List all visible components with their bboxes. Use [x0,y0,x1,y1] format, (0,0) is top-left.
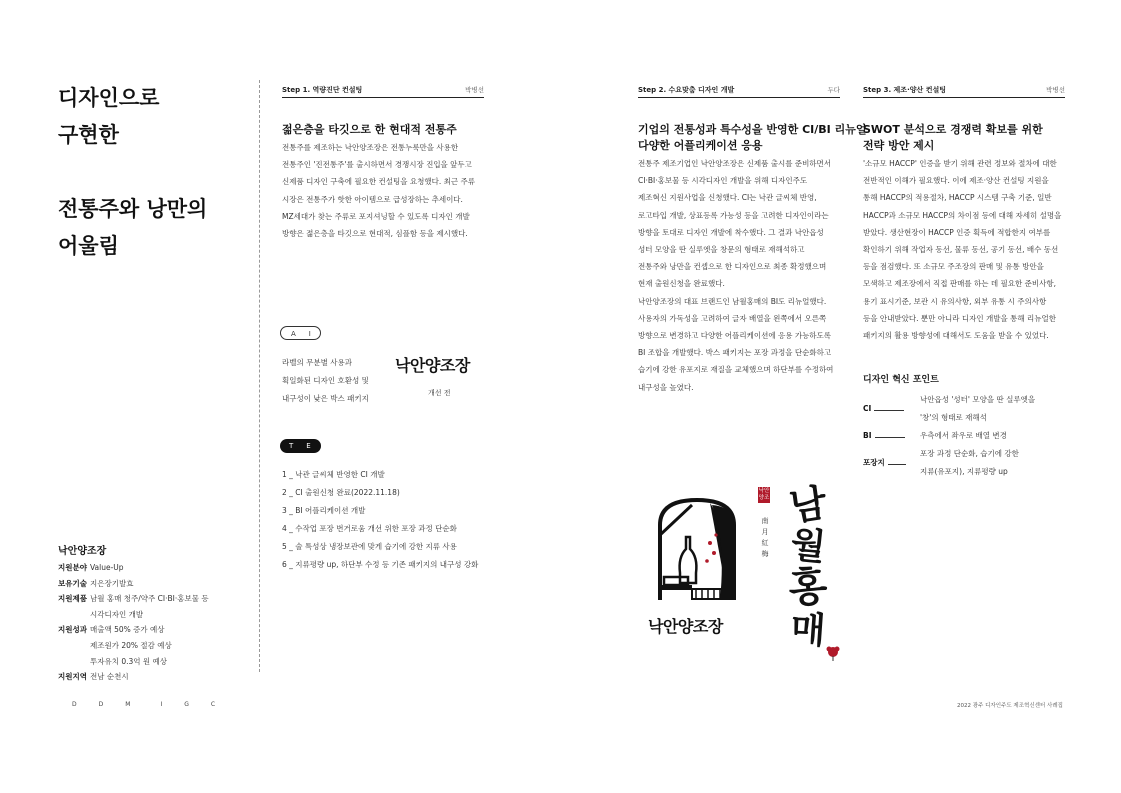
main-title-line: 디자인으로 [58,86,160,110]
footer-letter: I [160,701,163,708]
step2-body-line: 습기에 강한 유포지로 재질을 교체했으며 하단부를 수정하여 [638,365,834,375]
innovation-value [920,445,1019,481]
step3-body-line: HACCP과 소규모 HACCP의 차이점 등에 대해 자세히 설명을 [863,210,1062,220]
brand-small-hanja [760,516,770,560]
step1-body-line: 전통주인 '진전통주'를 출시하면서 경쟁시장 진입을 앞두고 [282,160,472,170]
brand-seal-text: 낙안양조 [758,488,770,501]
step1-body-line: 전통주를 제조하는 낙안양조장은 전통누룩만을 사용한 [282,143,459,152]
info-value: Value-Up [90,563,124,572]
step3-owner: 박병선 [1046,86,1065,94]
te-list-item: 2 _ CI 출원신청 완료(2022.11.18) [282,488,400,497]
innovation-value-line: 지류(유포지), 지류평량 up [920,467,1008,476]
step3-title [863,122,1043,154]
innovation-key: BI [863,427,906,445]
old-logo: 낙안양조장 [395,356,470,375]
ai-pill-a: A [291,330,296,338]
step2-body-line: 전통주와 낭만을 컨셉으로 한 디자인으로 최종 확정했으며 [638,262,827,272]
step2-title-line: 다양한 어플리케이션 응용 [638,139,763,152]
step2-body [638,155,833,396]
step1-body-line: MZ세대가 찾는 주류로 포지셔닝할 수 있도록 디자인 개발 [282,211,470,221]
brand-name-vertical [778,479,838,653]
ai-pill [280,326,321,340]
brand-hanja-char: 南 [761,517,769,525]
ai-pill-i: I [308,330,311,338]
step2-owner: 두다 [827,86,840,94]
info-value-line: 남월 홍매 청주/약주 CI·BI·홍보물 등 [90,594,209,604]
new-ci-window-icon [652,495,742,610]
innovation-row-bi [863,427,1035,445]
brand-hanja-char: 梅 [761,550,769,558]
te-pill-e: E [306,442,311,450]
info-value-line: 제조원가 20% 절감 예상 [90,640,172,650]
step3-title-line: SWOT 분석으로 경쟁력 확보를 위한 [863,123,1043,136]
info-value [90,591,209,622]
innovation-key: 포장지 [863,445,906,481]
step3-body [863,155,1061,344]
brand-hanja-char: 月 [761,528,769,536]
brand-char: 매 [789,607,827,653]
innovation-points [863,391,1035,481]
step1-body-line: 신제품 디자인 구축에 필요한 컨설팅을 요청했다. 최근 주류 [282,177,475,187]
innovation-value-line: 낙안읍성 '성터' 모양을 딴 실루엣을 [920,395,1036,404]
info-value-line: 매출액 50% 증가 예상 [90,625,165,635]
brand-seal [758,487,770,503]
info-key: 지원지역 [58,672,87,682]
innovation-value: 우측에서 좌우로 배열 변경 [920,431,1007,440]
ai-text-line: 내구성이 낮은 박스 패키지 [282,394,369,403]
brand-hanja-char: 紅 [761,539,769,547]
main-title [58,80,258,265]
step3-body-line: '소규모 HACCP' 인증을 받기 위해 관련 정보와 절차에 대한 [863,159,1057,168]
step2-body-line: 현재 출원신청을 완료했다. [638,279,725,289]
innovation-row-ci [863,391,1035,427]
innovation-value-line: '창'의 형태로 재해석 [920,413,987,422]
te-list [282,466,478,574]
step2-body-line: 제조혁신 지원사업을 신청했다. CI는 낙관 글씨체 반영, [638,193,817,203]
step2-body-line: 방향으로 변경하고 다양한 어플리케이션에 응용 가능하도록 [638,331,832,341]
innovation-title: 디자인 혁신 포인트 [863,375,939,385]
company-info-table [58,560,209,685]
step2-body-line: BI 조합을 개발했다. 박스 패키지는 포장 과정을 단순화하고 [638,348,832,358]
info-row [58,622,209,669]
te-list-item: 1 _ 낙관 글씨체 반영한 CI 개발 [282,470,385,479]
step2-body-line: 사용자의 가독성을 고려하여 글자 배열을 왼쪽에서 오른쪽 [638,313,827,323]
step1-body-line: 방향은 젊은층을 타깃으로 현대적, 심플함 등을 제시했다. [282,229,468,239]
info-value-line: 시각디자인 개발 [90,609,144,619]
te-list-item: 3 _ BI 어플리케이션 개발 [282,506,366,515]
main-title-line: 어울림 [58,234,119,258]
footer-letter: D [72,701,77,708]
step3-title-line: 전략 방안 제시 [863,139,935,152]
brand-char: 월 [788,523,828,569]
step1-body-line: 시장은 전통주가 핫한 아이템으로 급성장하는 추세이다. [282,194,463,204]
innovation-key: CI [863,391,906,427]
step2-body-line: 내구성을 높였다. [638,382,694,392]
step2-body-line: 방향을 토대로 디자인 개발에 착수했다. 그 결과 낙안읍성 [638,227,824,237]
step3-header [863,84,1065,98]
info-row [58,669,209,685]
brand-char: 홍 [786,562,830,613]
info-row [58,591,209,622]
info-row [58,576,209,592]
step2-header [638,84,840,98]
step3-body-line: 전반적인 이해가 필요했다. 이에 제조·양산 컨설팅 지원을 [863,176,1049,186]
info-key: 지원성과 [58,625,87,635]
info-key: 보유기술 [58,578,87,588]
main-title-line: 전통주와 낭만의 [58,197,208,221]
old-logo-caption: 개선 전 [428,389,451,397]
innovation-value-line: 포장 과정 단순화, 습기에 강한 [920,449,1019,458]
innovation-row-package [863,445,1035,481]
te-list-item: 6 _ 지류평량 up, 하단부 수정 등 기존 패키지의 내구성 강화 [282,560,479,569]
footer-letter: M [125,701,131,708]
step3-body-line: 통해 HACCP의 적용절차, HACCP 시스템 구축 기준, 일반 [863,193,1052,203]
info-value: 지은장기발효 [90,578,134,588]
info-value [90,622,172,669]
ai-text [282,354,369,408]
footer-letter: C [210,701,216,708]
footer-letters [72,701,237,708]
step3-body-line: 등을 안내받았다. 뿐만 아니라 디자인 개발을 통해 리뉴얼한 [863,313,1056,323]
step1-label: Step 1. 역량진단 컨설팅 [282,86,363,94]
step2-body-line: 전통주 제조기업인 낙안양조장은 신제품 출시를 준비하면서 [638,159,832,168]
step2-body-line: 낙안양조장의 대표 브랜드인 남월홍매의 BI도 리뉴얼했다. [638,296,827,306]
info-value: 전남 순천시 [90,672,129,682]
step3-label: Step 3. 제조·양산 컨설팅 [863,86,946,94]
column-divider [259,80,260,672]
step2-title [638,122,866,154]
step1-title: 젊은층을 타깃으로 한 현대적 전통주 [282,123,457,136]
step2-body-line: CI·BI·홍보물 등 시각디자인 개발을 위해 디자인주도 [638,176,808,186]
te-pill-t: T [289,442,294,450]
step3-body-line: 용기 표시기준, 보관 시 유의사항, 외부 유통 시 주의사항 [863,296,1047,306]
step2-body-line: 성터 모양을 딴 실루엣을 창문의 형태로 재해석하고 [638,245,805,255]
info-key: 지원제품 [58,594,87,604]
step3-body-line: 받았다. 생산현장이 HACCP 인증 획득에 적합한지 여부를 [863,227,1051,237]
step3-body-line: 패키지의 활용 방향성에 대해서도 도움을 받을 수 있었다. [863,331,1049,341]
plum-blossom-icon [825,644,841,662]
te-pill [280,439,321,453]
step2-title-line: 기업의 전통성과 특수성을 반영한 CI/BI 리뉴얼 [638,123,867,136]
main-title-spacer [58,154,258,191]
company-name: 낙안양조장 [58,546,107,557]
brand-char: 남 [786,479,830,530]
step2-label: Step 2. 수요맞춤 디자인 개발 [638,86,735,94]
step1-owner: 박병선 [465,86,484,94]
info-row [58,560,209,576]
ai-text-line: 라벨의 무분별 사용과 [282,358,352,367]
step3-body-line: 등을 점검했다. 또 소규모 주조장의 판매 및 유통 방안을 [863,262,1044,272]
innovation-value [920,391,1035,427]
footer-letter: D [98,701,104,708]
te-list-item: 4 _ 수작업 포장 번거로움 개선 위한 포장 과정 단순화 [282,524,457,533]
footer-right-text: 2022 광주 디자인주도 제조혁신센터 사례집 [957,703,1063,709]
new-ci-logo-text: 낙안양조장 [648,617,723,636]
main-title-line: 구현한 [58,123,119,147]
info-value-line: 투자유치 0.3억 원 예상 [90,656,168,666]
info-key: 지원분야 [58,563,87,572]
step3-body-line: 확인하기 위해 작업자 동선, 물류 동선, 공기 동선, 배수 동선 [863,245,1059,255]
step1-header [282,84,484,98]
ai-text-line: 획일화된 디자인 호환성 및 [282,376,369,385]
footer-letter: G [184,701,189,708]
te-list-item: 5 _ 술 특성상 냉장보관에 맞게 습기에 강한 지류 사용 [282,542,457,551]
step3-body-line: 모색하고 제조장에서 직접 판매를 하는 데 필요한 준비사항, [863,279,1056,289]
step1-body [282,139,475,242]
step2-body-line: 로고타입 개발, 상표등록 가능성 등을 고려한 디자인이라는 [638,210,829,220]
